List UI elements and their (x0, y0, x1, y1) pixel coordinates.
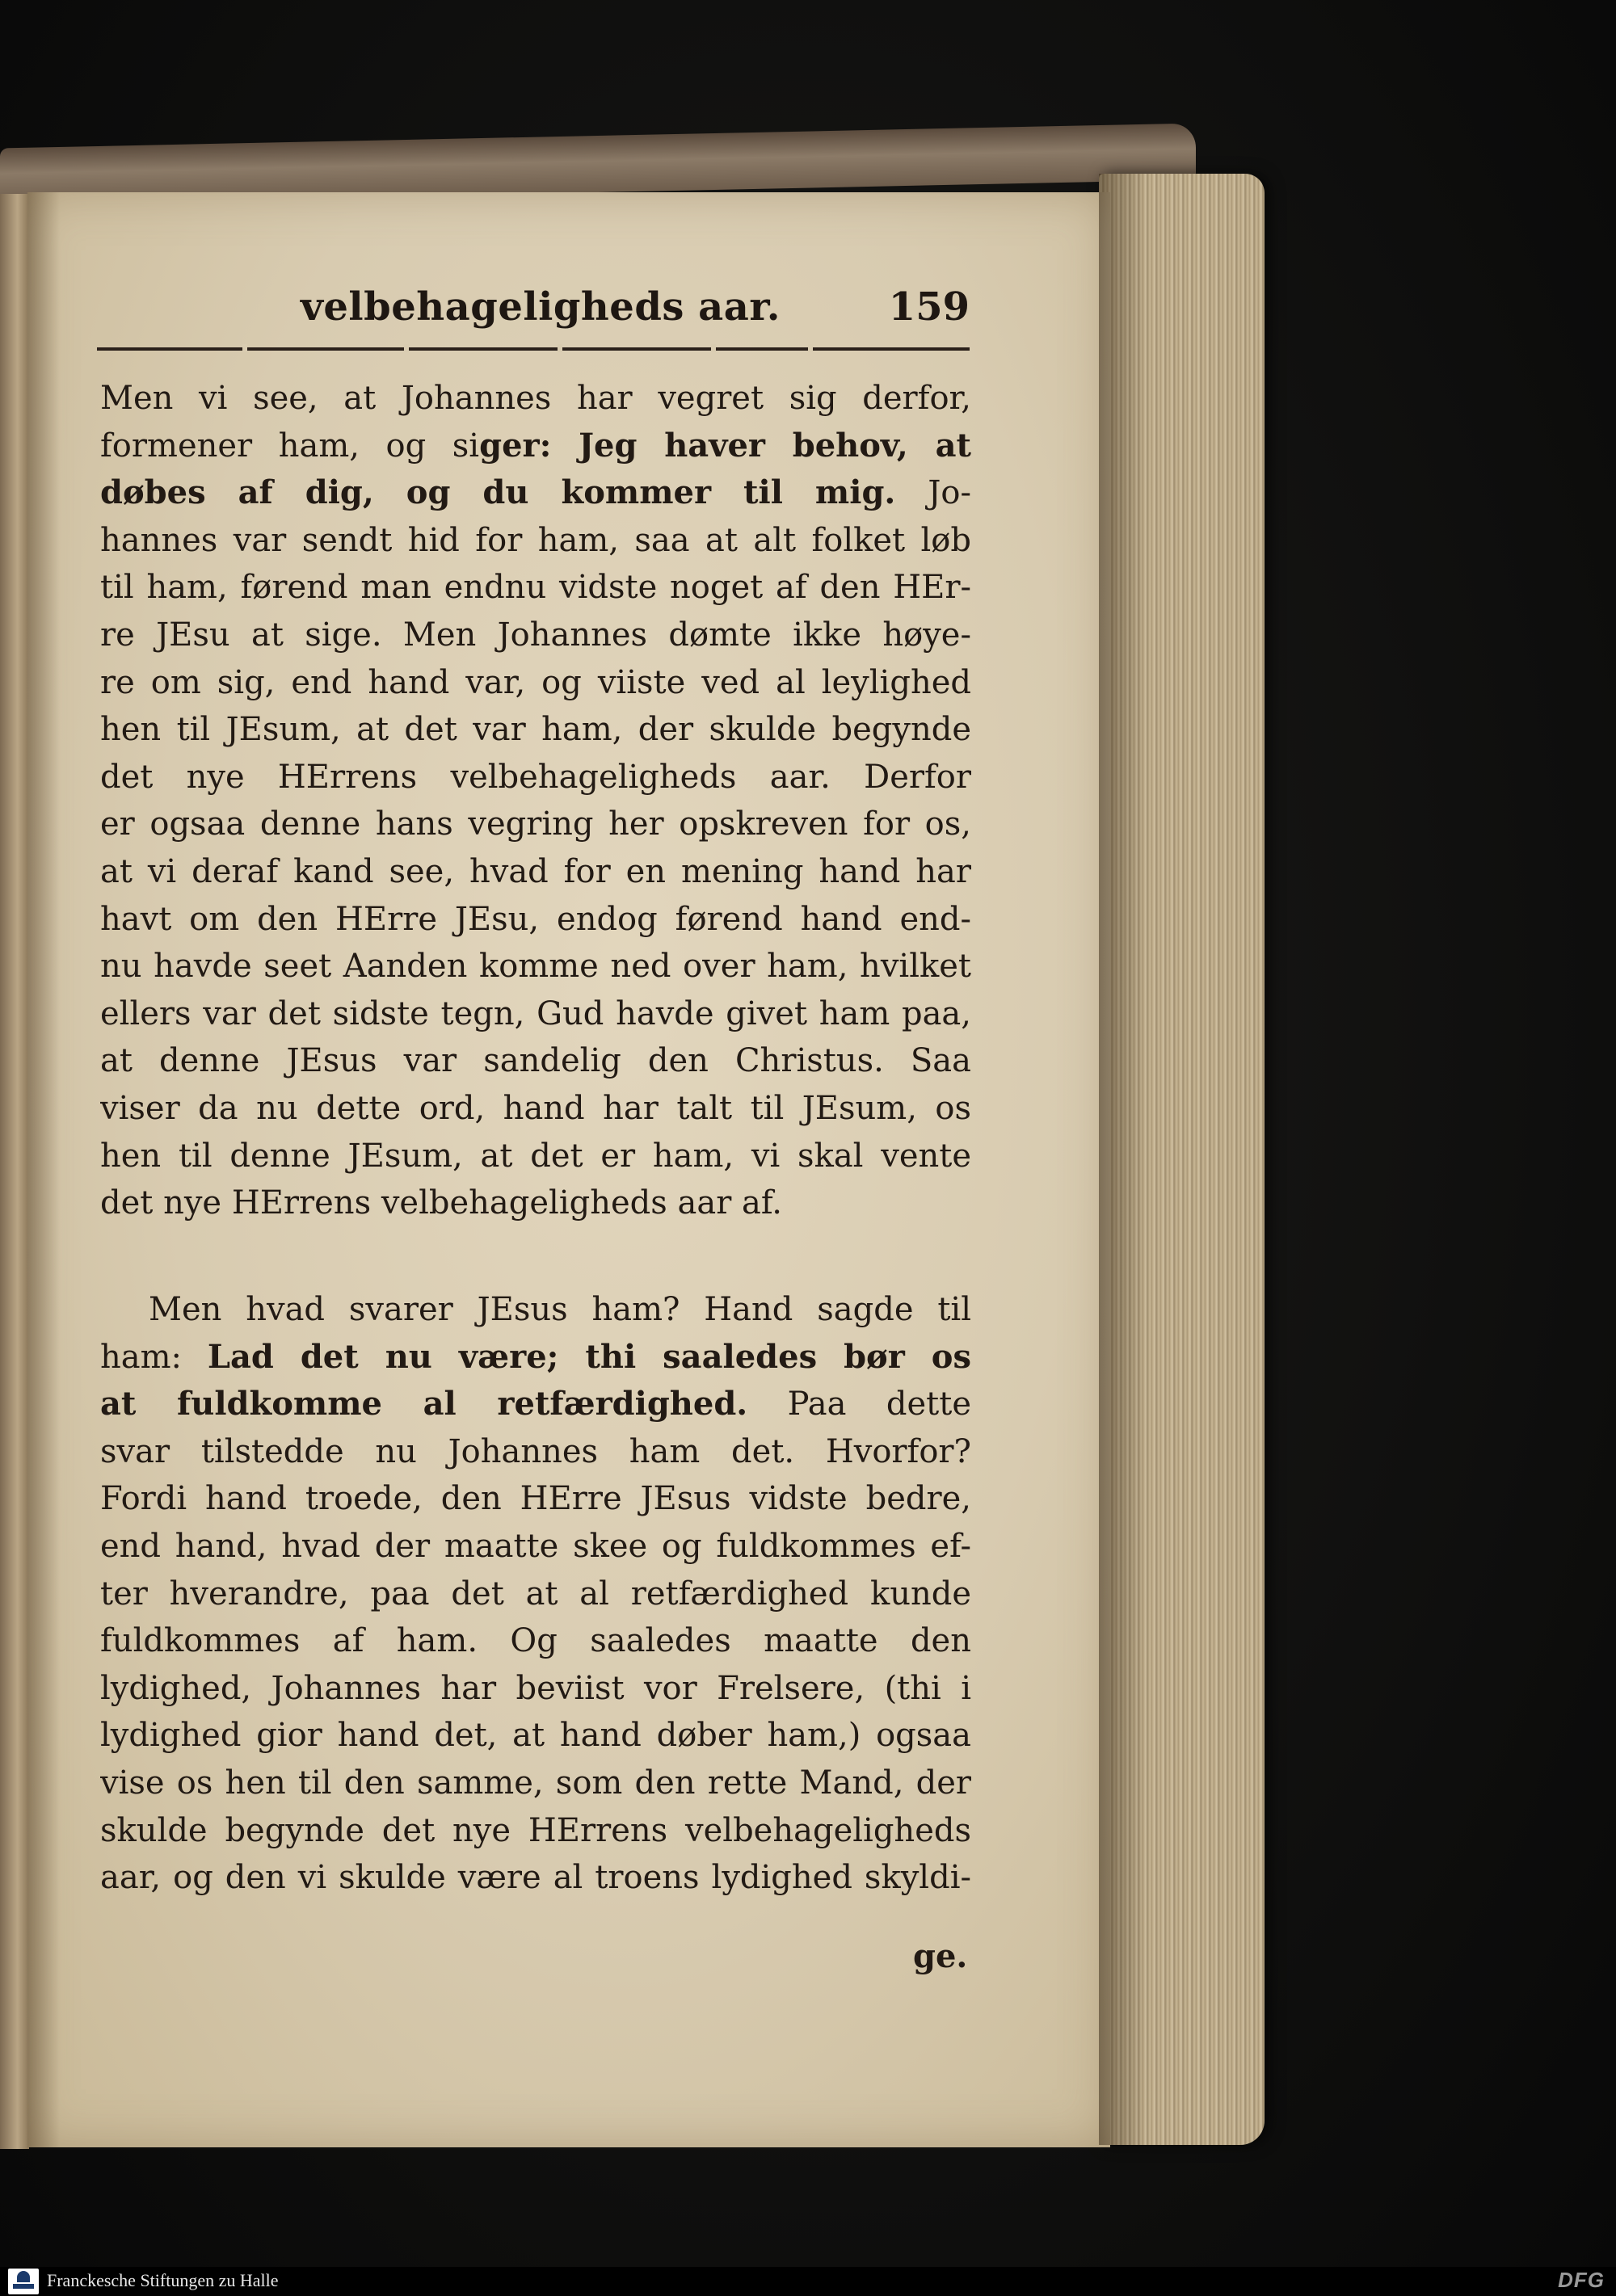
text-line: det nye HErrens velbehageligheds aar. Derfor (100, 758, 971, 796)
text-segment: formener ham, og si (100, 427, 480, 465)
text-line (100, 469, 971, 517)
text-line: hen til JEsum, at det var ham, der skulde begynde (100, 711, 971, 749)
text-line: vise os hen til den samme, som den rette Mand, der (100, 1764, 971, 1802)
running-title: velbehageligheds aar. (301, 284, 781, 330)
emphasis-text: døbes af dig, og du kommer til mig. (100, 473, 928, 512)
emphasis-text: ger: Jeg haver behov, at (479, 426, 971, 465)
logo-base-shape (13, 2284, 34, 2289)
text-segment: Jo- (928, 474, 971, 512)
text-line: havt om den HErre JEsu, endog førend hand end- (100, 900, 971, 938)
facing-page-edge (0, 194, 29, 2149)
text-line (100, 1334, 971, 1381)
text-line: nu havde seet Aanden komme ned over ham, hvilket (100, 948, 971, 986)
text-line: ter hverandre, paa det at al retfærdighed kunde (100, 1575, 971, 1613)
text-line: ellers var det sidste tegn, Gud havde givet ham paa, (100, 995, 971, 1032)
paragraph-2 (100, 1286, 971, 1902)
text-line: re JEsu at sige. Men Johannes dømte ikke høye- (100, 616, 971, 654)
text-line: Fordi hand troede, den HErre JEsus vidste bedre, (100, 1480, 971, 1518)
page-stack-shadow (1099, 174, 1147, 2145)
text-line: svar tilstedde nu Johannes ham det. Hvorfor? (100, 1432, 971, 1470)
emphasis-text: Lad det nu være; thi saaledes bør os (207, 1337, 971, 1376)
text-line: re om sig, end hand var, og viiste ved al leylighed (100, 663, 971, 701)
header-rule (97, 347, 970, 351)
text-line: Men hvad svarer JEsus ham? Hand sagde til (149, 1291, 971, 1328)
text-line: til ham, førend man endnu vidste noget af den HEr- (100, 569, 971, 607)
header-rule-break (711, 344, 716, 352)
text-line: at denne JEsus var sandelig den Christus. Saa (100, 1042, 971, 1080)
paragraph-1 (100, 375, 971, 1227)
text-line: det nye HErrens velbehageligheds aar af. (100, 1184, 782, 1222)
header-rule-break (404, 344, 409, 352)
text-line: end hand, hvad der maatte skee og fuldkommes ef- (100, 1527, 971, 1565)
text-line: er ogsaa denne hans vegring her opskreven for os, (100, 805, 971, 843)
text-line: hen til denne JEsum, at det er ham, vi skal vente (100, 1137, 971, 1175)
emphasis-text: at fuldkomme al retfærdighed. (100, 1385, 748, 1423)
page-number: 159 (888, 284, 970, 330)
text-line: skulde begynde det nye HErrens velbehageligheds (100, 1811, 971, 1849)
running-header (97, 284, 970, 341)
page-gutter-shadow (27, 192, 60, 2147)
text-line: hannes var sendt hid for ham, saa at alt folket løb (100, 521, 971, 559)
text-segment: ham: (100, 1338, 208, 1376)
dfg-logo: DFG (1558, 2268, 1605, 2292)
header-rule-break (242, 344, 247, 352)
text-line: fuldkommes af ham. Og saaledes maatte den (100, 1622, 971, 1660)
header-rule-break (808, 344, 813, 352)
archive-source-label: Franckesche Stiftungen zu Halle (47, 2270, 279, 2290)
text-line: viser da nu dette ord, hand har talt til JEsum, os (100, 1089, 971, 1127)
text-line (100, 423, 971, 470)
text-line: Men vi see, at Johannes har vegret sig derfor, (100, 380, 971, 417)
text-line: lydighed, Johannes har beviist vor Frelsere, (thi i (100, 1669, 971, 1707)
text-line: at vi deraf kand see, hvad for en mening hand har (100, 852, 971, 890)
logo-dome-shape (17, 2271, 30, 2282)
header-rule-break (558, 344, 562, 352)
catchword: ge. (913, 1937, 968, 1975)
text-line (100, 1381, 971, 1428)
text-line: lydighed gior hand det, at hand døber ham,) ogsaa (100, 1717, 971, 1755)
text-line: aar, og den vi skulde være al troens lydighed skyldi- (100, 1859, 971, 1897)
text-segment: Paa dette (747, 1386, 971, 1423)
